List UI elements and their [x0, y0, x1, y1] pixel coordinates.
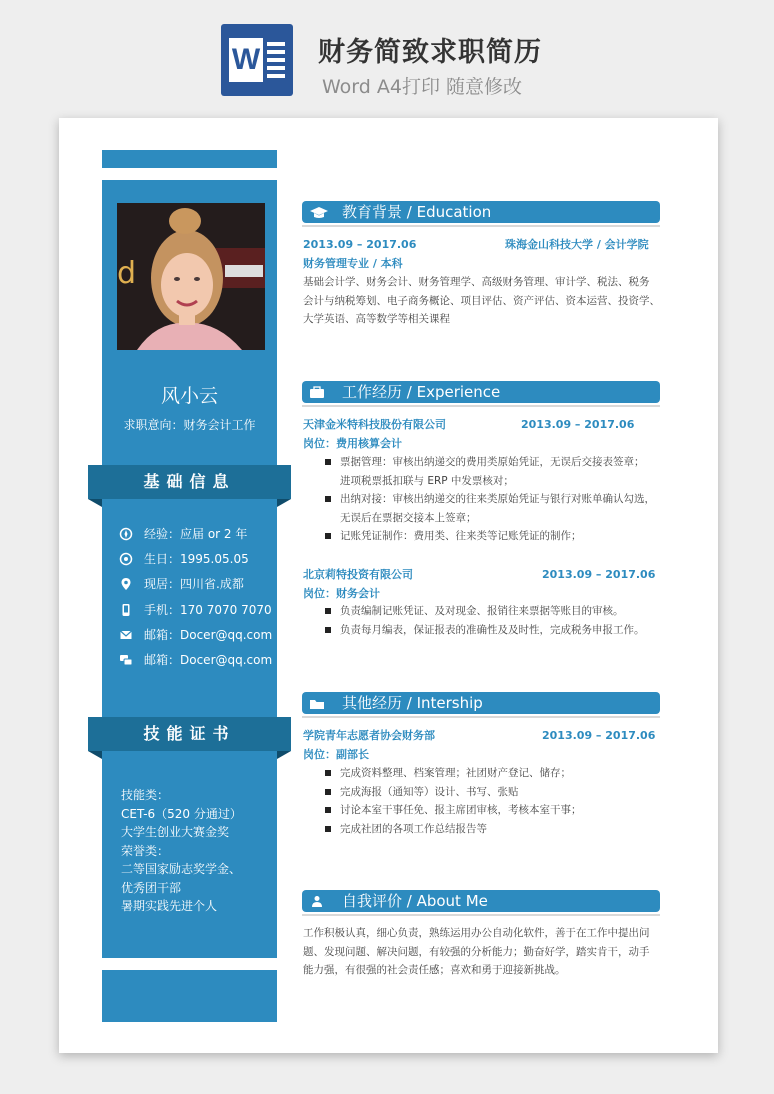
skills-list: 技能类： CET-6（520 分通过） 大学生创业大赛金奖 荣誉类： 二等国家励志奖学金、 优秀团干部 暑期实践先进个人 — [121, 788, 242, 913]
location-icon — [119, 577, 133, 591]
people-icon — [309, 895, 325, 908]
phone-icon — [119, 603, 133, 617]
contact-birthday: 生日：1995.05.05 — [117, 549, 287, 569]
education-header: 教育背景 / Education — [302, 201, 660, 223]
job1-period: 2013.09 – 2017.06 — [521, 418, 635, 431]
job1-bullet: 记账凭证制作：费用类、往来类等记账凭证的制作； — [340, 530, 582, 542]
internship-bullet: 完成资料整理、档案管理；社团财产登记、储存； — [340, 767, 571, 779]
education-period: 2013.09 – 2017.06 — [303, 238, 417, 251]
chat-icon — [119, 653, 133, 667]
svg-text:d: d — [117, 256, 137, 291]
contact-location: 现居：四川省.成都 — [117, 574, 287, 594]
job2-role: 岗位：财务会计 — [303, 587, 380, 600]
skills-ribbon: 技能证书 — [88, 717, 291, 751]
job2-bullet: 负责编制记账凭证、及对现金、报销往来票据等账目的审核。 — [340, 605, 624, 617]
job2-period: 2013.09 – 2017.06 — [542, 568, 656, 581]
briefcase-icon — [309, 386, 325, 399]
internship-bullet: 讨论本室干事任免、报主席团审核，考核本室干事； — [340, 804, 582, 816]
contact-email-2: 邮箱：Docer@qq.com — [117, 650, 287, 670]
contact-email: 邮箱：Docer@qq.com — [117, 625, 287, 645]
contact-experience: 经验：应届 or 2 年 — [117, 524, 287, 544]
page-title: 财务简致求职简历 — [318, 37, 542, 68]
contact-phone: 手机：170 7070 7070 — [117, 600, 287, 620]
job2-bullet: 负责每月编表，保证报表的准确性及及时性，完成税务申报工作。 — [340, 624, 645, 636]
internship-header: 其他经历 / Intership — [302, 692, 660, 714]
education-major: 财务管理专业 / 本科 — [303, 257, 403, 270]
internship-period: 2013.09 – 2017.06 — [542, 729, 656, 742]
basic-info-ribbon: 基础信息 — [88, 465, 291, 499]
education-school: 珠海金山科技大学 / 会计学院 — [505, 238, 649, 251]
job-intent: 求职意向：财务会计工作 — [123, 418, 256, 432]
education-courses: 基础会计学、财务会计、财务管理学、高级财务管理、审计学、税法、税务 会计与纳税筹划、电子商务概论、项目评估、资产评估、资本运营、投资学、 大学英语、高等数学等相关课程 — [303, 276, 660, 325]
internship-org: 学院青年志愿者协会财务部 — [303, 729, 435, 742]
internship-bullet: 完成海报（通知等）设计、书写、张贴 — [340, 786, 519, 798]
graduation-cap-icon — [309, 206, 329, 219]
job1-bullet: 票据管理：审核出纳递交的费用类原始凭证，无误后交接表签章； 进项税票抵扣联与 ERP 中发票核对； — [340, 456, 645, 487]
job1-company: 天津金米特科技股份有限公司 — [303, 418, 446, 431]
candidate-name: 风小云 — [160, 385, 218, 407]
compass-icon — [119, 527, 133, 541]
word-logo-icon — [221, 24, 293, 96]
experience-header: 工作经历 / Experience — [302, 381, 660, 403]
folder-icon — [309, 697, 325, 710]
job2-company: 北京莉特投资有限公司 — [303, 568, 413, 581]
internship-bullet: 完成社团的各项工作总结报告等 — [340, 823, 487, 835]
job1-role: 岗位：费用核算会计 — [303, 437, 402, 450]
profile-photo — [117, 203, 265, 350]
job1-bullet: 出纳对接：审核出纳递交的往来类原始凭证与银行对账单确认勾选， 无误后在票据交接本上签章； — [340, 493, 655, 524]
mail-icon — [119, 628, 133, 642]
word-logo-letter: W — [229, 38, 263, 82]
about-text: 工作积极认真，细心负责，熟练运用办公自动化软件，善于在工作中提出问 题、发现问题、解决问题，有较强的分析能力；勤奋好学，踏实肯干，动手 能力强，有很强的社会责任感；喜欢和勇于迎接新挑战。 — [303, 927, 650, 976]
internship-role: 岗位：副部长 — [303, 748, 369, 761]
about-header: 自我评价 / About Me — [302, 890, 660, 912]
page-subtitle: Word A4打印 随意修改 — [322, 76, 523, 98]
cake-icon — [119, 552, 133, 566]
